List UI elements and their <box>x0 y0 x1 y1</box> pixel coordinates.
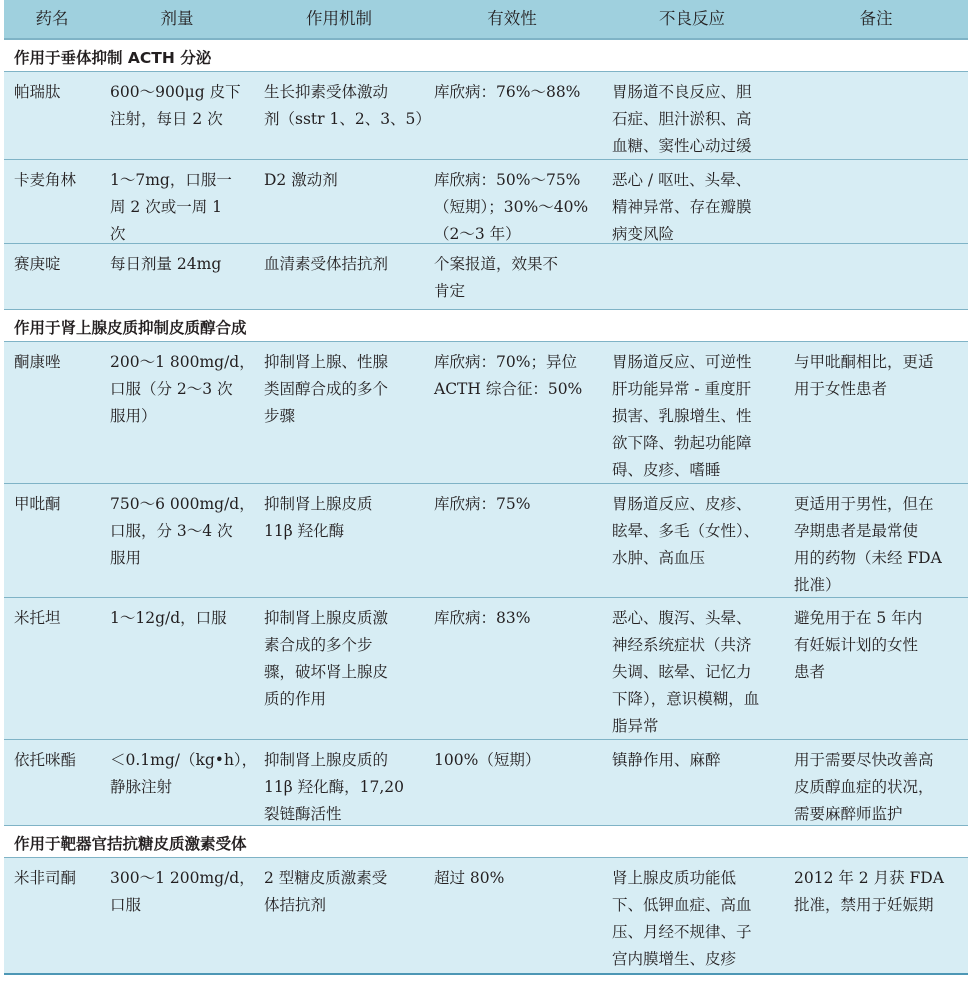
section-title: 作用于垂体抑制 ACTH 分泌 <box>14 49 212 67</box>
cell-adverse-effects: 胃肠道不良反应、胆 石症、胆汁淤积、高 血糖、窦性心动过缓 <box>612 83 752 155</box>
cell-mechanism: 抑制肾上腺皮质 11β 羟化酶 <box>264 495 373 540</box>
cell-drug-name: 卡麦角林 <box>14 171 77 189</box>
header-adverse-effects: 不良反应 <box>659 9 725 28</box>
cell-remarks: 2012 年 2 月获 FDA 批准，禁用于妊娠期 <box>794 869 944 914</box>
header-efficacy: 有效性 <box>487 9 537 28</box>
table-row <box>4 71 968 159</box>
cell-remarks: 更适用于男性，但在 孕期患者是最常使 用的药物（未经 FDA 批准） <box>794 495 942 594</box>
table-row <box>4 857 968 973</box>
row-rule <box>4 597 968 598</box>
table-row <box>4 243 968 309</box>
cell-efficacy: 库欣病：76%～88% <box>434 83 581 101</box>
cell-remarks: 避免用于在 5 年内 有妊娠计划的女性 患者 <box>794 609 923 681</box>
row-rule <box>4 857 968 858</box>
section-header <box>4 39 968 71</box>
cell-drug-name: 米托坦 <box>14 609 61 627</box>
header-remarks: 备注 <box>859 9 893 28</box>
row-rule <box>4 71 968 72</box>
cell-adverse-effects: 恶心 / 呕吐、头晕、 精神异常、存在瓣膜 病变风险 <box>612 171 752 243</box>
cell-drug-name: 酮康唑 <box>14 353 61 371</box>
row-rule <box>4 825 968 826</box>
header-drug-name: 药名 <box>35 9 69 28</box>
cell-mechanism: 生长抑素受体激动 剂（sstr 1、2、3、5） <box>264 83 431 128</box>
cell-drug-name: 帕瑞肽 <box>14 83 61 101</box>
cell-mechanism: 2 型糖皮质激素受 体拮抗剂 <box>264 869 388 914</box>
cell-efficacy: 100%（短期） <box>434 751 541 769</box>
row-rule <box>4 39 968 40</box>
section-title: 作用于靶器官拮抗糖皮质激素受体 <box>14 835 247 853</box>
cell-adverse-effects: 恶心、腹泻、头晕、 神经系统症状（共济 失调、眩晕、记忆力 下降），意识模糊，血 脂异常 <box>612 609 760 735</box>
section-header <box>4 825 968 857</box>
cell-dose: 每日剂量 24mg <box>110 255 222 273</box>
table-row <box>4 597 968 739</box>
cell-dose: 750～6 000mg/d， 口服，分 3～4 次 服用 <box>110 495 255 567</box>
cell-drug-name: 赛庚啶 <box>14 255 61 273</box>
table-header <box>4 0 968 38</box>
cell-remarks: 与甲吡酮相比，更适 用于女性患者 <box>794 353 934 398</box>
cell-mechanism: 抑制肾上腺、性腺 类固醇合成的多个 步骤 <box>264 353 389 425</box>
cell-mechanism: 抑制肾上腺皮质的 11β 羟化酶，17,20 裂链酶活性 <box>264 751 404 823</box>
cell-drug-name: 依托咪酯 <box>14 751 77 769</box>
table-row <box>4 483 968 597</box>
cell-dose: 300～1 200mg/d， 口服 <box>110 869 255 914</box>
row-rule <box>4 309 968 310</box>
cell-mechanism: D2 激动剂 <box>264 171 338 189</box>
table-row <box>4 739 968 825</box>
cell-dose: 200～1 800mg/d， 口服（分 2～3 次 服用） <box>110 353 255 425</box>
cell-dose: 600～900μg 皮下 注射，每日 2 次 <box>110 83 241 128</box>
cell-efficacy: 库欣病：50%～75% （短期）；30%～40% （2～3 年） <box>434 171 589 243</box>
row-rule <box>4 739 968 740</box>
cell-efficacy: 库欣病：75% <box>434 495 531 513</box>
cell-efficacy: 超过 80% <box>434 869 505 887</box>
row-rule <box>4 159 968 160</box>
cell-adverse-effects: 镇静作用、麻醉 <box>612 751 721 769</box>
table-row <box>4 159 968 243</box>
cell-adverse-effects: 胃肠道反应、皮疹、 眩晕、多毛（女性）、 水肿、高血压 <box>612 495 760 567</box>
cell-adverse-effects: 胃肠道反应、可逆性 肝功能异常 - 重度肝 损害、乳腺增生、性 欲下降、勃起功能障 碍、皮疹、嗜睡 <box>612 353 752 479</box>
row-rule <box>4 341 968 342</box>
cell-efficacy: 个案报道，效果不 肯定 <box>434 255 559 300</box>
cell-drug-name: 甲吡酮 <box>14 495 61 513</box>
table-bottom-rule <box>4 973 968 975</box>
cell-mechanism: 抑制肾上腺皮质激 素合成的多个步 骤，破坏肾上腺皮 质的作用 <box>264 609 389 708</box>
row-rule <box>4 483 968 484</box>
row-rule <box>4 243 968 244</box>
header-mechanism: 作用机制 <box>306 9 372 28</box>
cell-dose: 1～12g/d，口服 <box>110 609 227 627</box>
table-row <box>4 341 968 483</box>
cell-mechanism: 血清素受体拮抗剂 <box>264 255 389 273</box>
cell-drug-name: 米非司酮 <box>14 869 77 887</box>
cell-efficacy: 库欣病：70%；异位 ACTH 综合征：50% <box>434 353 583 398</box>
cell-dose: ＜0.1mg/（kg•h）， 静脉注射 <box>110 751 258 796</box>
section-title: 作用于肾上腺皮质抑制皮质醇合成 <box>14 319 247 337</box>
cell-adverse-effects: 肾上腺皮质功能低 下、低钾血症、高血 压、月经不规律、子 宫内膜增生、皮疹 <box>612 869 752 968</box>
section-header <box>4 309 968 341</box>
cell-efficacy: 库欣病：83% <box>434 609 531 627</box>
cell-dose: 1～7mg，口服一 周 2 次或一周 1 次 <box>110 171 232 243</box>
header-dose: 剂量 <box>160 9 194 28</box>
cell-remarks: 用于需要尽快改善高 皮质醇血症的状况， 需要麻醉师监护 <box>794 751 934 823</box>
